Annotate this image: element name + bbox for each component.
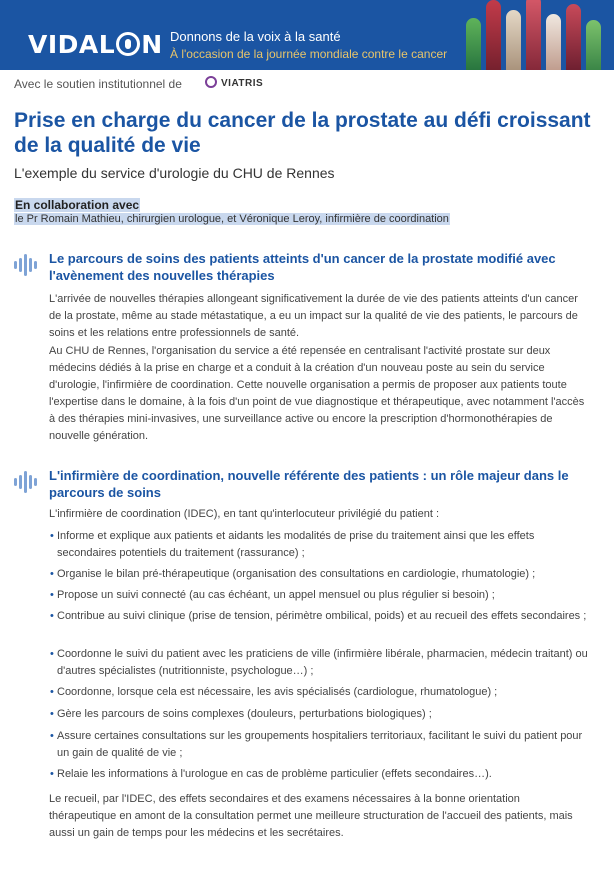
list-item: • Coordonne, lorsque cela est nécessaire, les avis spécialisés (cardiologue, rhumatologue) ; [50,686,498,698]
image-bar [586,20,601,70]
viatris-logo-icon [205,76,217,88]
paragraph: Au CHU de Rennes, l'organisation du service a été repensée en centralisant l'activité prostate sur deux médecins dédiés à la prise en charge et a conduit à la création d'un nouveau poste au sein du service d'urologie, l'infirmière de coordination. Cette nouvelle organisation a permis de proposer aux patients toute l'expertise dans le domaine, à la fois d'un point de vue diagnostique et thérapeutique, avec notamment l'accès à des thérapies mini-invasives, une surveillance active ou encore la prescription d'hormonothérapies de nouvelle génération. [49,345,585,442]
image-bar [546,14,561,70]
list-item-text: Coordonne le suivi du patient avec les praticiens de ville (infirmière libérale, pharmacien, médecin traitant) ou d'autres spécialistes (nutritionniste, psychologue…) ; [57,648,588,677]
decorative-image-bars [456,0,614,70]
list-item: • Relaie les informations à l'urologue en cas de problème particulier (effets secondaires…). [50,768,492,780]
image-bar [506,10,521,70]
paragraph: L'infirmière de coordination (IDEC), en tant qu'interlocuteur privilégié du patient : [49,508,440,520]
image-bar [566,4,581,70]
list-item-text: Organise le bilan pré-thérapeutique (organisation des consultations en cardiologie, rhumatologie) ; [57,568,536,580]
list-item: • Assure certaines consultations sur les groupements hospitaliers territoriaux, facilitant le suivi du patient pour un gain de qualité de vie ; [50,730,583,759]
paragraph: Le recueil, par l'IDEC, des effets secondaires et des examens nécessaires à la bonne orientation thérapeutique en amont de la consultation permet une meilleure structuration de l'accueil des patients, mais aussi un gain de temps pour les médecins et les secrétaires. [49,793,573,839]
collaboration-label: En collaboration avec [15,198,140,212]
image-bar [486,0,501,70]
collaboration-names: le Pr Romain Mathieu, chirurgien urologue, et Véronique Leroy, infirmière de coordination [15,213,449,225]
list-item: • Gère les parcours de soins complexes (douleurs, perturbations biologiques) ; [50,708,432,720]
list-item-text: Contribue au suivi clinique (prise de tension, périmètre ombilical, poids) et au recueil des effets secondaires ; [57,610,587,622]
page-subtitle: L'exemple du service d'urologie du CHU de Rennes [14,165,335,181]
list-item-text: Relaie les informations à l'urologue en cas de problème particulier (effets secondaires…). [57,768,492,780]
image-bar [526,0,541,70]
sound-wave-icon [14,254,40,276]
list-item-text: Informe et explique aux patients et aidants les modalités de prise du traitement ainsi que les effets secondaires potentiels du traitement (rassurance) ; [57,530,535,559]
sound-wave-icon [14,471,40,493]
logo-text-left: VIDAL [28,30,116,59]
viatris-logo [205,76,263,89]
list-item-text: Assure certaines consultations sur les groupements hospitaliers territoriaux, facilitant le suivi du patient pour un gain de qualité de vie ; [57,730,583,759]
page-title: Prise en charge du cancer de la prostate au défi croissant de la qualité de vie [14,109,591,157]
tagline: Donnons de la voix à la santé [170,29,341,44]
list-item: • Organise le bilan pré-thérapeutique (organisation des consultations en cardiologie, rhumatologie) ; [50,568,536,580]
section-title: Le parcours de soins des patients atteints d'un cancer de la prostate modifié avec l'avènement des nouvelles thérapies [49,251,556,283]
logo-text-right: N [141,30,163,59]
list-item: • Propose un suivi connecté (au cas échéant, un appel mensuel ou plus régulier si besoin) ; [50,589,495,601]
subtagline: À l'occasion de la journée mondiale contre le cancer [170,47,448,61]
paragraph: L'arrivée de nouvelles thérapies allongeant significativement la durée de vie des patients atteints d'un cancer de la prostate, même au stade métastatique, a eu un impact sur la qualité de vie des patients, le parcours de soins et les relations entre professionnels de santé. [49,293,578,339]
list-item: • Informe et explique aux patients et aidants les modalités de prise du traitement ainsi que les effets secondaires potentiels du traitement (rassurance) ; [50,530,535,559]
vidalon-logo [28,30,163,59]
microphone-logo-icon [116,32,140,56]
list-item-text: Propose un suivi connecté (au cas échéant, un appel mensuel ou plus régulier si besoin) ; [57,589,495,601]
list-item-text: Gère les parcours de soins complexes (douleurs, perturbations biologiques) ; [57,708,432,720]
support-text: Avec le soutien institutionnel de [14,77,182,91]
header-banner [0,0,614,70]
list-item: • Coordonne le suivi du patient avec les praticiens de ville (infirmière libérale, pharmacien, médecin traitant) ou d'autres spécialistes (nutritionniste, psychologue…) ; [50,648,588,677]
list-item-text: Coordonne, lorsque cela est nécessaire, les avis spécialisés (cardiologue, rhumatologue) ; [57,686,498,698]
section-title: L'infirmière de coordination, nouvelle référente des patients : un rôle majeur dans le parcours de soins [49,468,569,500]
image-bar [466,18,481,70]
sponsor-name: VIATRIS [221,78,264,89]
list-item: • Contribue au suivi clinique (prise de tension, périmètre ombilical, poids) et au recueil des effets secondaires ; [50,610,587,622]
